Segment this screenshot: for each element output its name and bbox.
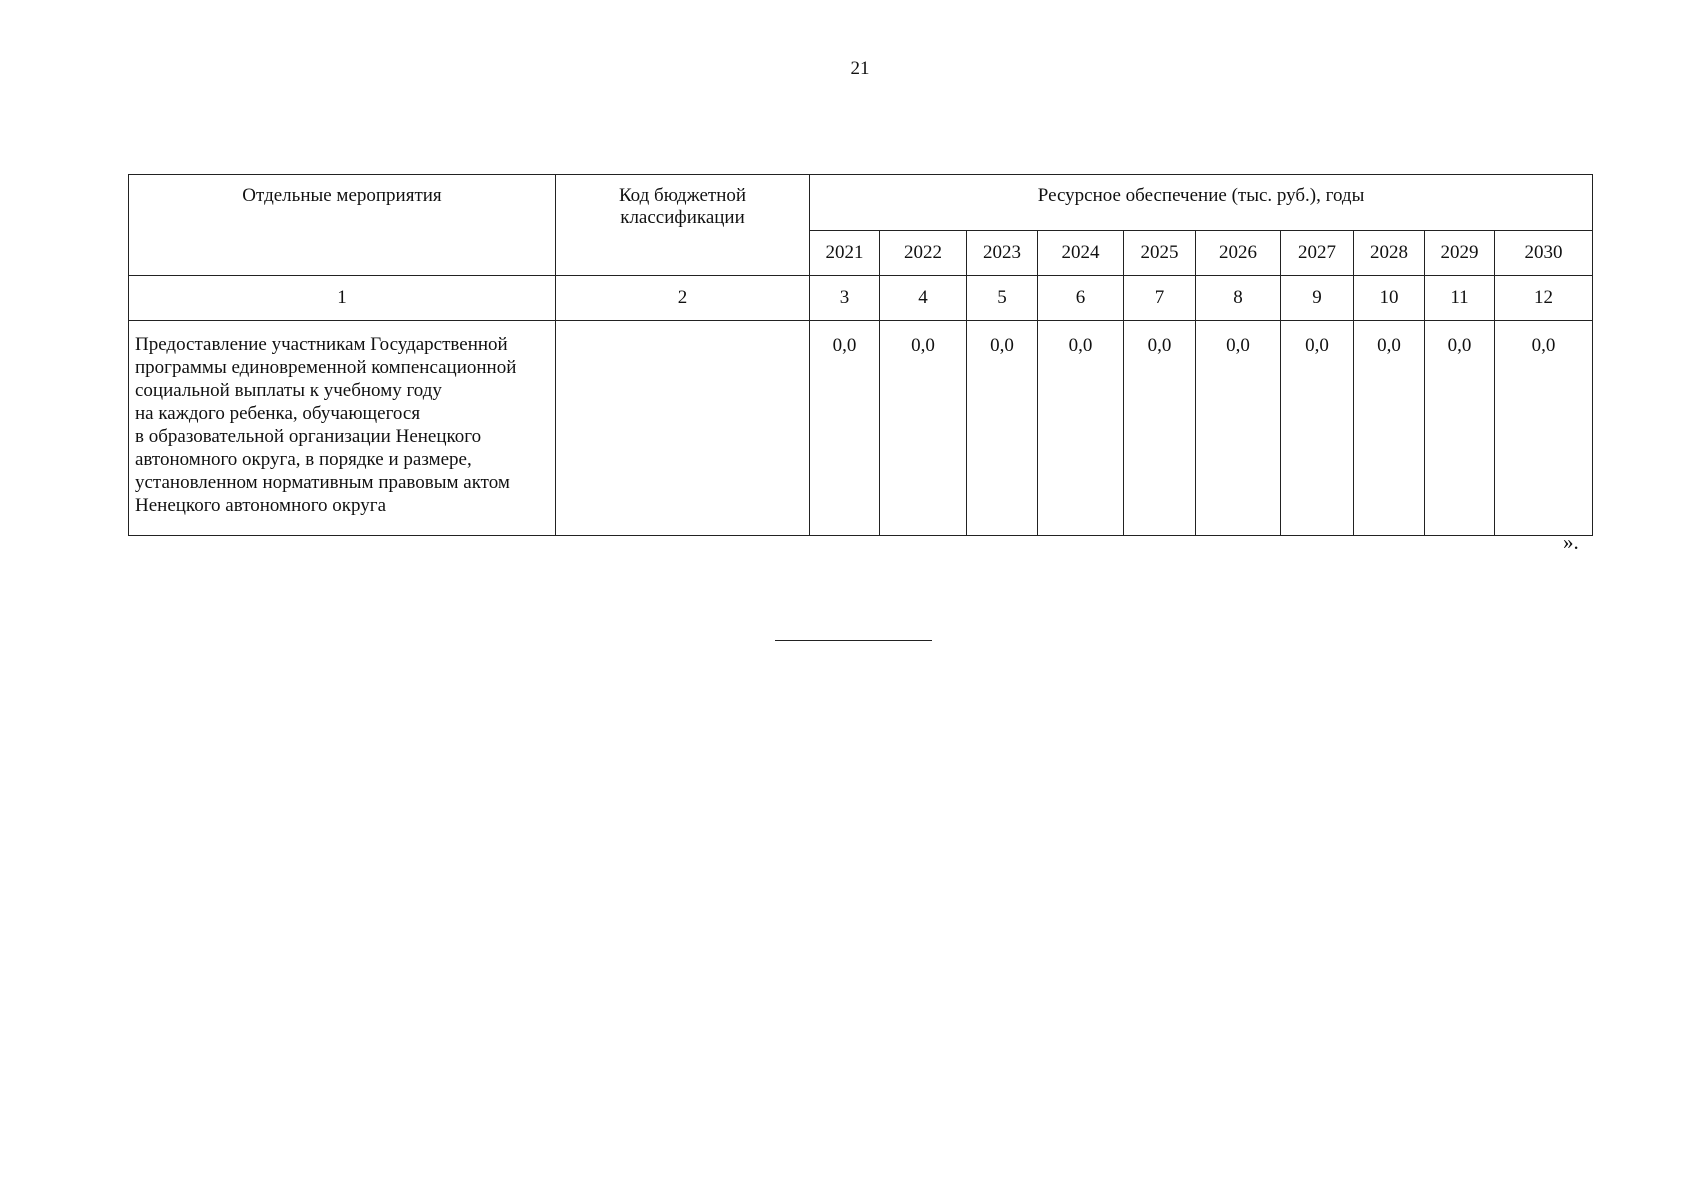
value-cell: 0,0 <box>1425 321 1495 536</box>
year-header: 2027 <box>1281 231 1354 276</box>
event-line: установленном нормативным правовым актом <box>135 472 510 493</box>
column-number: 10 <box>1354 276 1425 321</box>
year-header: 2025 <box>1124 231 1196 276</box>
column-number: 12 <box>1495 276 1593 321</box>
value-cell: 0,0 <box>1495 321 1593 536</box>
column-number: 3 <box>810 276 880 321</box>
closing-quote: ». <box>1563 530 1579 554</box>
header-code: Код бюджетной классификации <box>556 175 810 276</box>
value-cell: 0,0 <box>1281 321 1354 536</box>
column-number: 5 <box>967 276 1038 321</box>
column-number: 4 <box>880 276 967 321</box>
year-header: 2022 <box>880 231 967 276</box>
value-cell: 0,0 <box>880 321 967 536</box>
column-number: 8 <box>1196 276 1281 321</box>
event-line: на каждого ребенка, обучающегося <box>135 403 421 424</box>
end-rule <box>775 640 932 641</box>
header-event: Отдельные мероприятия <box>129 175 556 276</box>
value-cell: 0,0 <box>1196 321 1281 536</box>
column-number: 6 <box>1038 276 1124 321</box>
column-number: 9 <box>1281 276 1354 321</box>
event-line: программы единовременной компенсационной <box>135 357 517 378</box>
year-header: 2023 <box>967 231 1038 276</box>
event-line: Ненецкого автономного округа <box>135 495 387 516</box>
column-number: 2 <box>556 276 810 321</box>
value-cell: 0,0 <box>967 321 1038 536</box>
year-header: 2029 <box>1425 231 1495 276</box>
header-resource: Ресурсное обеспечение (тыс. руб.), годы <box>810 175 1593 231</box>
value-cell: 0,0 <box>1354 321 1425 536</box>
year-header: 2021 <box>810 231 880 276</box>
event-line: Предоставление участникам Государственной <box>135 334 508 355</box>
column-number: 11 <box>1425 276 1495 321</box>
event-line: в образовательной организации Ненецкого <box>135 426 482 447</box>
column-number: 7 <box>1124 276 1196 321</box>
value-cell: 0,0 <box>1038 321 1124 536</box>
event-description <box>129 321 556 536</box>
table-row <box>129 321 1593 536</box>
column-number: 1 <box>129 276 556 321</box>
year-header: 2024 <box>1038 231 1124 276</box>
year-header: 2030 <box>1495 231 1593 276</box>
resource-table <box>128 174 1593 536</box>
event-line: автономного округа, в порядке и размере, <box>135 449 472 470</box>
page-number: 21 <box>850 58 870 79</box>
year-header: 2026 <box>1196 231 1281 276</box>
value-cell: 0,0 <box>810 321 880 536</box>
event-line: социальной выплаты к учебному году <box>135 380 442 401</box>
budget-code-cell <box>556 321 810 536</box>
value-cell: 0,0 <box>1124 321 1196 536</box>
year-header: 2028 <box>1354 231 1425 276</box>
